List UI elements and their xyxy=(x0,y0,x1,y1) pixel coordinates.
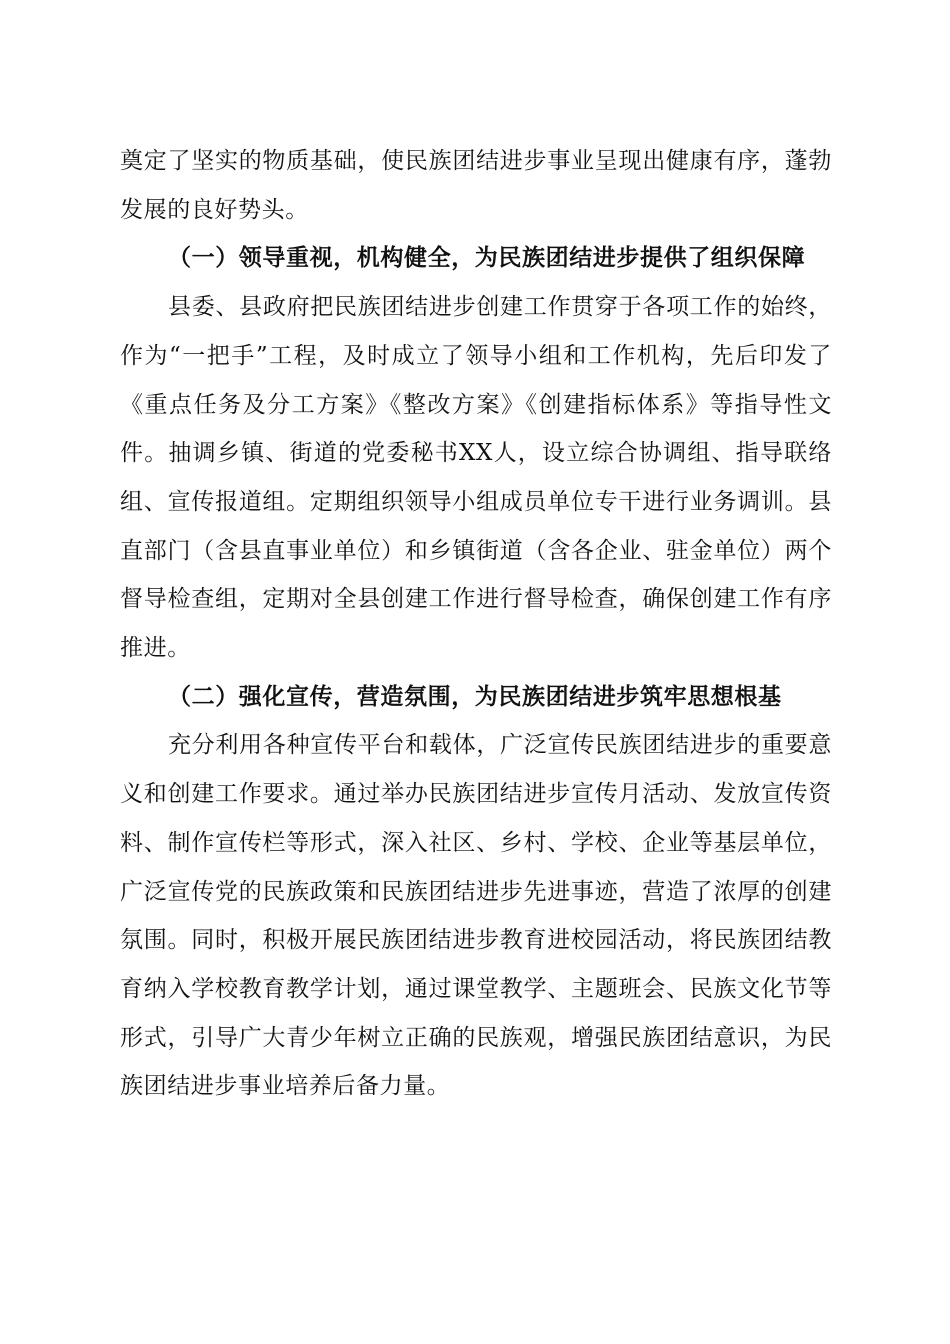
section-heading-2: （二）强化宣传，营造氛围，为民族团结进步筑牢思想根基 xyxy=(168,682,782,710)
document-body xyxy=(120,137,832,1111)
paragraph-publicity: 充分利用各种宣传平台和载体，广泛宣传民族团结进步的重要意义和创建工作要求。通过举办民族团结进步宣传月活动、发放宣传资料、制作宣传栏等形式，深入社区、乡村、学校、企业等基层单位，广泛宣传党的民族政策和民族团结进步先进事迹，营造了浓厚的创建氛围。同时，积极开展民族团结进步教育进校园活动，将民族团结教育纳入学校教育教学计划，通过课堂教学、主题班会、民族文化节等形式，引导广大青少年树立正确的民族观，增强民族团结意识，为民族团结进步事业培养后备力量。 xyxy=(120,732,832,1100)
paragraph-continuation: 奠定了坚实的物质基础，使民族团结进步事业呈现出健康有序，蓬勃发展的良好势头。 xyxy=(120,148,832,223)
paragraph-organization: 县委、县政府把民族团结进步创建工作贯穿于各项工作的始终，作为“一把手”工程，及时成立了领导小组和工作机构，先后印发了《重点任务及分工方案》《整改方案》《创建指标体系》等指导性文件。抽调乡镇、街道的党委秘书XX人，设立综合协调组、指导联络组、宣传报道组。定期组织领导小组成员单位专干进行业务调训。县直部门（含县直事业单位）和乡镇街道（含各企业、驻金单位）两个督导检查组，定期对全县创建工作进行督导检查，确保创建工作有序推进。 xyxy=(120,294,832,662)
section-heading-1: （一）领导重视，机构健全，为民族团结进步提供了组织保障 xyxy=(168,244,806,272)
